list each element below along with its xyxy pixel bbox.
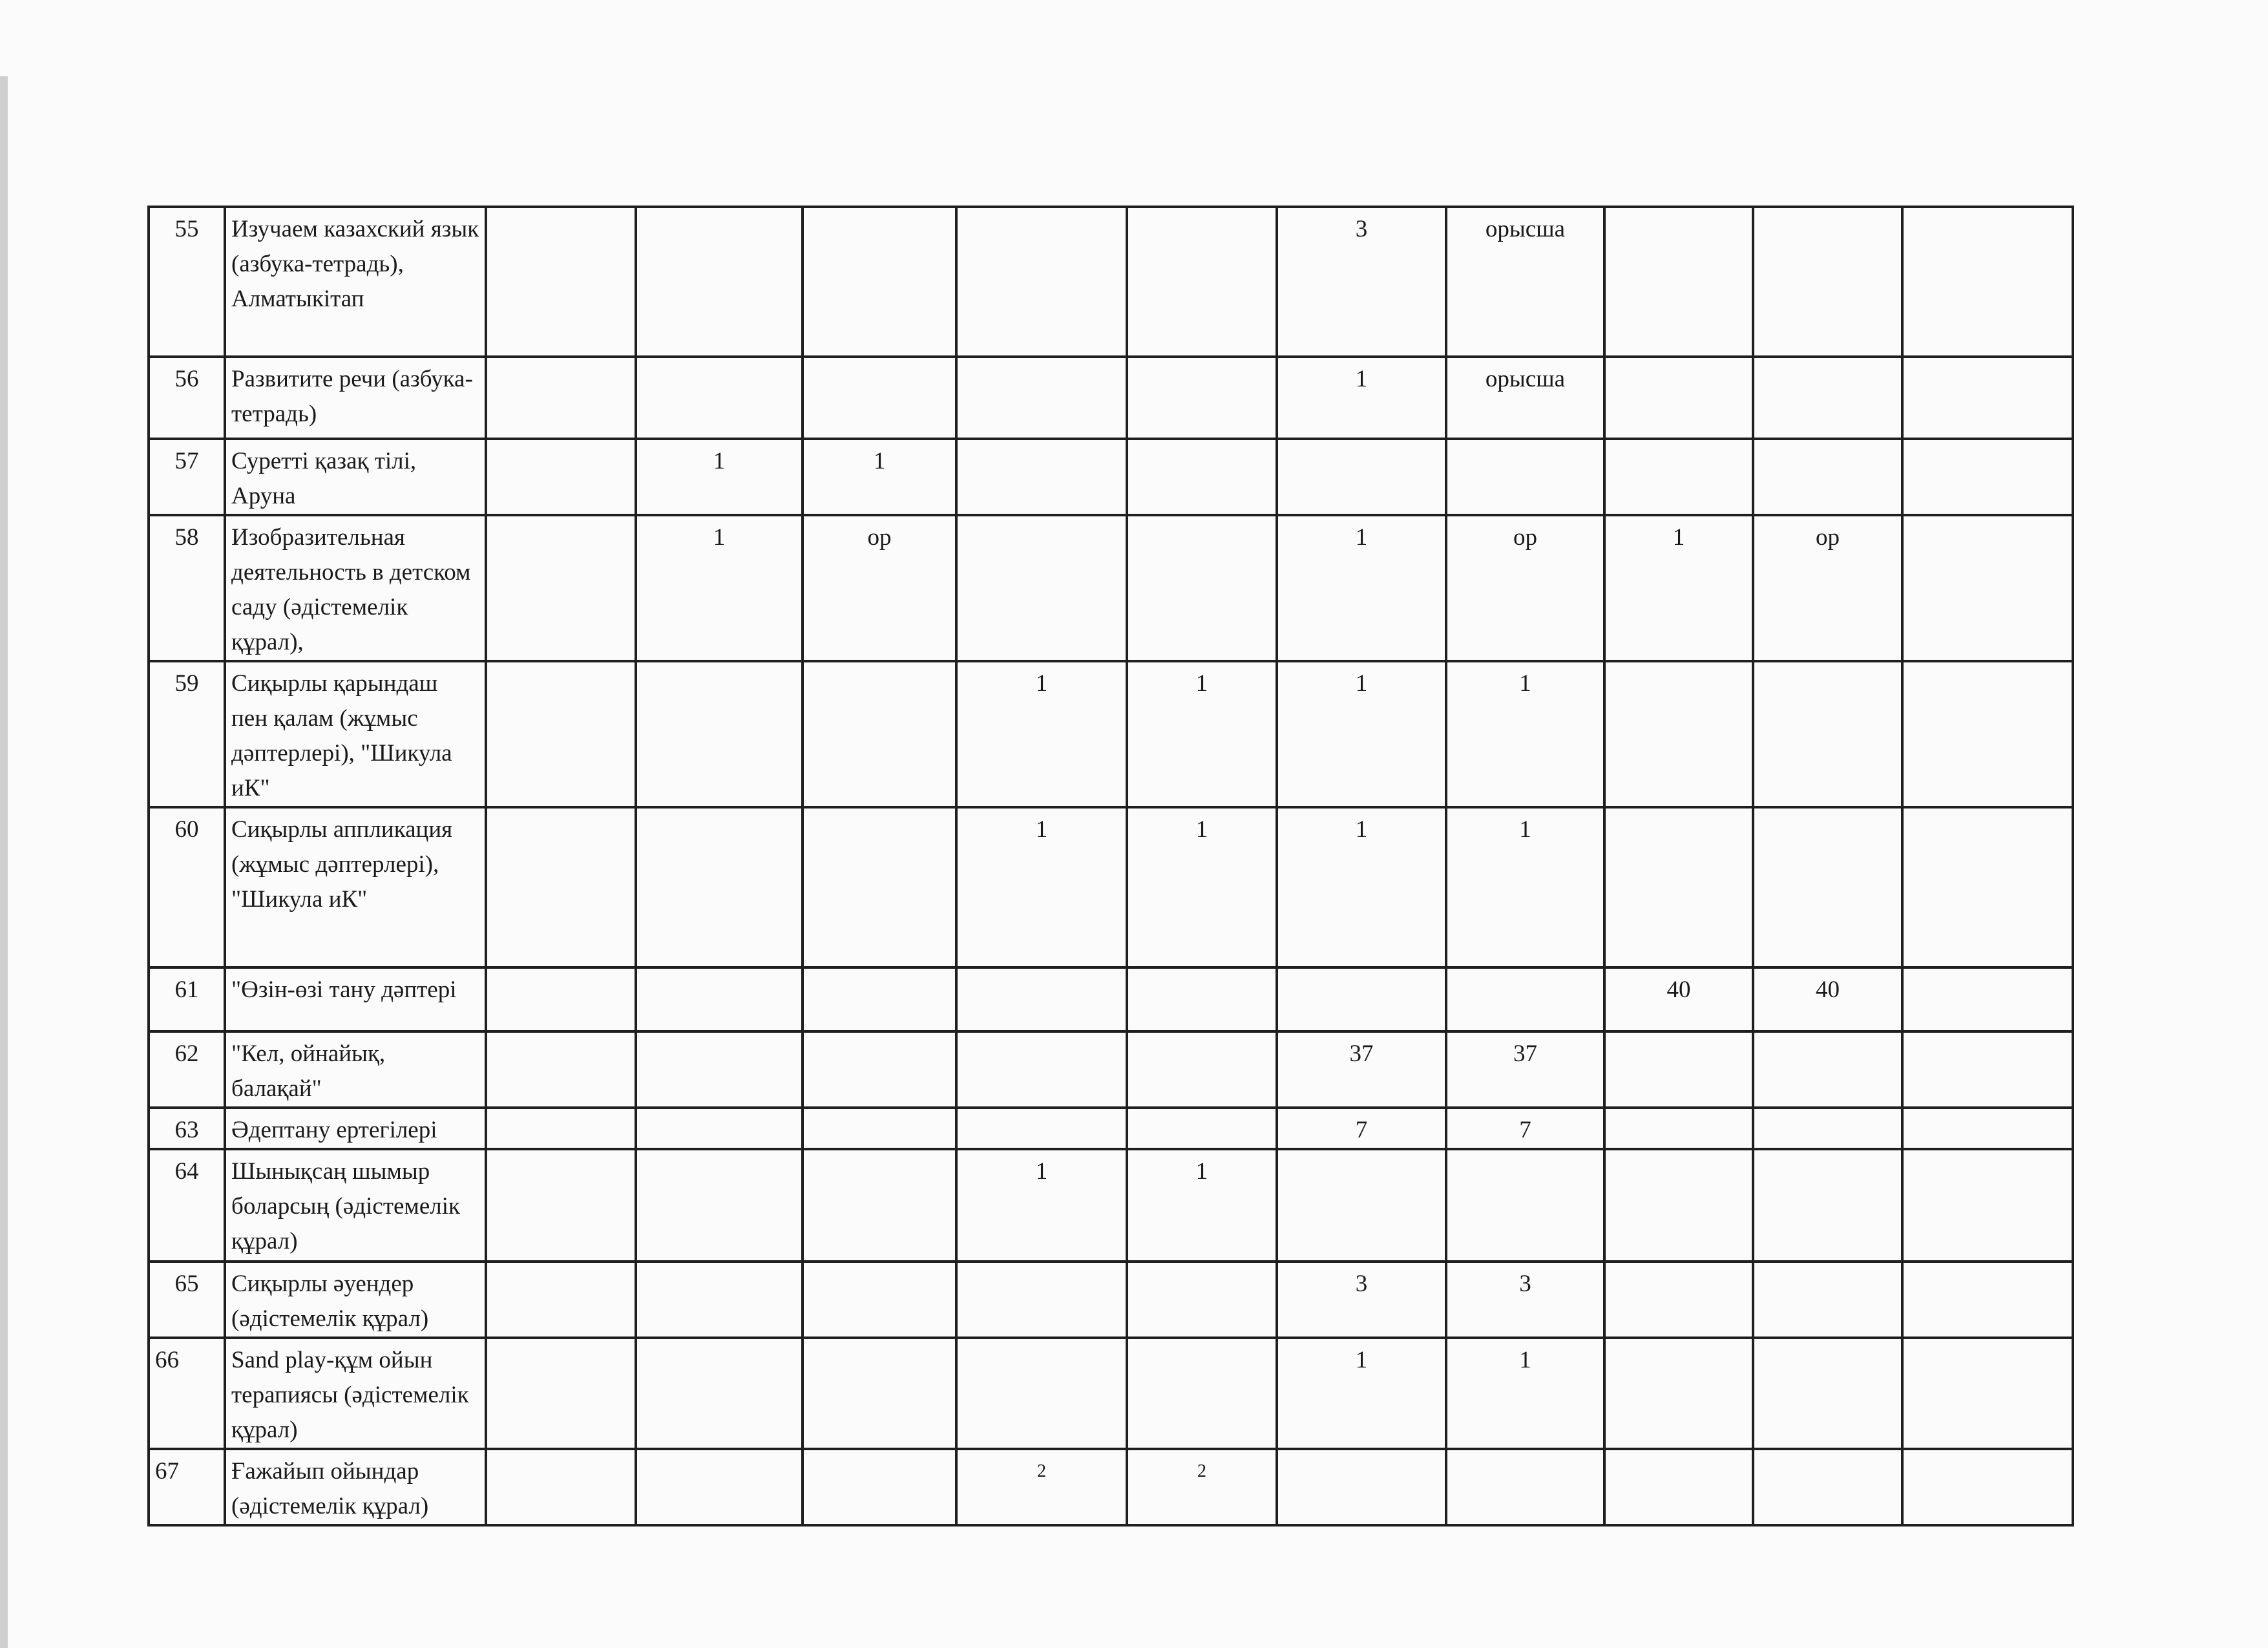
cell	[1753, 661, 1902, 807]
cell	[1127, 357, 1277, 439]
cell	[956, 1262, 1127, 1338]
cell: 1	[1446, 807, 1604, 967]
row-number: 55	[149, 207, 225, 357]
cell: 1	[1277, 515, 1446, 661]
row-number: 64	[149, 1149, 225, 1262]
cell	[486, 439, 636, 515]
cell	[486, 515, 636, 661]
cell	[1753, 1262, 1902, 1338]
cell	[636, 1149, 803, 1262]
table-row-60	[149, 807, 2073, 967]
row-number: 60	[149, 807, 225, 967]
cell	[1127, 207, 1277, 357]
cell	[1127, 1108, 1277, 1149]
cell	[956, 1338, 1127, 1449]
cell: 1	[956, 661, 1127, 807]
cell: ор	[803, 515, 956, 661]
cell	[1604, 1149, 1753, 1262]
cell	[956, 515, 1127, 661]
cell: 1	[1277, 661, 1446, 807]
cell	[1604, 807, 1753, 967]
cell	[1127, 967, 1277, 1031]
cell	[1446, 439, 1604, 515]
table-row-59	[149, 661, 2073, 807]
cell	[1753, 1149, 1902, 1262]
cell	[1753, 207, 1902, 357]
cell	[1604, 661, 1753, 807]
cell	[803, 1449, 956, 1525]
cell: орысша	[1446, 207, 1604, 357]
table-row-66	[149, 1338, 2073, 1449]
table-row-63	[149, 1108, 2073, 1149]
cell	[1902, 967, 2073, 1031]
cell: ор	[1446, 515, 1604, 661]
cell: 3	[1277, 1262, 1446, 1338]
cell	[956, 207, 1127, 357]
cell	[1902, 661, 2073, 807]
cell	[1902, 357, 2073, 439]
book-title: Ғажайып ойындар (әдістемелік құрал)	[225, 1449, 486, 1525]
cell: 40	[1604, 967, 1753, 1031]
cell	[956, 1031, 1127, 1108]
cell	[1753, 1449, 1902, 1525]
cell	[636, 967, 803, 1031]
book-title: Сиқырлы әуендер (әдістемелік құрал)	[225, 1262, 486, 1338]
cell	[636, 1338, 803, 1449]
cell: орысша	[1446, 357, 1604, 439]
cell	[636, 1262, 803, 1338]
cell	[1902, 1108, 2073, 1149]
cell	[486, 661, 636, 807]
row-number: 63	[149, 1108, 225, 1149]
cell	[803, 1031, 956, 1108]
cell	[1127, 1031, 1277, 1108]
cell	[803, 661, 956, 807]
cell	[1753, 357, 1902, 439]
cell	[1277, 439, 1446, 515]
scan-edge	[0, 76, 8, 1648]
cell	[1127, 1262, 1277, 1338]
table-row-56	[149, 357, 2073, 439]
cell	[486, 207, 636, 357]
cell	[486, 1338, 636, 1449]
row-number: 58	[149, 515, 225, 661]
cell: 3	[1277, 207, 1446, 357]
cell	[1753, 1338, 1902, 1449]
cell: 1	[1127, 1149, 1277, 1262]
cell: 1	[1277, 807, 1446, 967]
cell	[486, 807, 636, 967]
table-row-65	[149, 1262, 2073, 1338]
cell: 3	[1446, 1262, 1604, 1338]
cell	[636, 1108, 803, 1149]
table-row-64	[149, 1149, 2073, 1262]
cell	[1277, 1149, 1446, 1262]
cell: 1	[956, 1149, 1127, 1262]
cell	[636, 1449, 803, 1525]
row-number: 62	[149, 1031, 225, 1108]
cell: 1	[636, 515, 803, 661]
book-title: Изучаем казахский язык (азбука-тетрадь), Алматыкітап	[225, 207, 486, 357]
cell	[636, 357, 803, 439]
row-number: 57	[149, 439, 225, 515]
cell	[636, 807, 803, 967]
cell	[1753, 807, 1902, 967]
cell: 2	[956, 1449, 1127, 1525]
cell	[803, 807, 956, 967]
cell	[1604, 1108, 1753, 1149]
cell: 1	[1127, 807, 1277, 967]
table-row-61	[149, 967, 2073, 1031]
cell	[636, 207, 803, 357]
cell: 1	[803, 439, 956, 515]
book-title: "Кел, ойнайық, балақай"	[225, 1031, 486, 1108]
cell	[1127, 439, 1277, 515]
row-number: 59	[149, 661, 225, 807]
cell	[1604, 207, 1753, 357]
cell	[1902, 207, 2073, 357]
cell	[803, 1108, 956, 1149]
cell	[803, 1338, 956, 1449]
cell	[1446, 1449, 1604, 1525]
book-title: Әдептану ертегілері	[225, 1108, 486, 1149]
cell: 2	[1127, 1449, 1277, 1525]
cell	[803, 357, 956, 439]
cell	[1604, 1031, 1753, 1108]
cell	[1604, 1338, 1753, 1449]
cell	[1446, 967, 1604, 1031]
cell	[1902, 1338, 2073, 1449]
cell	[1902, 1149, 2073, 1262]
cell	[803, 1262, 956, 1338]
cell	[1127, 515, 1277, 661]
book-title: Суретті қазақ тілі, Аруна	[225, 439, 486, 515]
cell	[486, 1031, 636, 1108]
table-row-57	[149, 439, 2073, 515]
table-row-58	[149, 515, 2073, 661]
cell	[1604, 439, 1753, 515]
cell	[956, 439, 1127, 515]
cell: 1	[956, 807, 1127, 967]
cell: 1	[636, 439, 803, 515]
cell	[1446, 1149, 1604, 1262]
cell	[486, 967, 636, 1031]
cell	[486, 1262, 636, 1338]
cell	[1902, 515, 2073, 661]
cell	[1753, 439, 1902, 515]
cell: 40	[1753, 967, 1902, 1031]
cell: 1	[1446, 661, 1604, 807]
cell: 1	[1604, 515, 1753, 661]
cell	[486, 1149, 636, 1262]
cell	[636, 661, 803, 807]
cell: 1	[1277, 1338, 1446, 1449]
cell	[956, 967, 1127, 1031]
cell: 7	[1277, 1108, 1446, 1149]
row-number: 66	[149, 1338, 225, 1449]
cell	[1902, 1262, 2073, 1338]
cell	[1902, 807, 2073, 967]
row-number: 56	[149, 357, 225, 439]
book-title: "Өзін-өзі тану дәптері	[225, 967, 486, 1031]
book-title: Развитите речи (азбука-тетрадь)	[225, 357, 486, 439]
cell	[486, 1449, 636, 1525]
row-number: 61	[149, 967, 225, 1031]
cell	[486, 1108, 636, 1149]
cell: 7	[1446, 1108, 1604, 1149]
cell: 37	[1446, 1031, 1604, 1108]
cell	[956, 357, 1127, 439]
cell	[1902, 1449, 2073, 1525]
cell	[1604, 357, 1753, 439]
cell	[803, 1149, 956, 1262]
cell	[1902, 439, 2073, 515]
cell	[1753, 1031, 1902, 1108]
cell	[803, 967, 956, 1031]
cell	[1604, 1262, 1753, 1338]
cell	[1753, 1108, 1902, 1149]
cell	[636, 1031, 803, 1108]
cell	[1604, 1449, 1753, 1525]
book-title: Изобразительная деятельность в детском саду (әдістемелік құрал),	[225, 515, 486, 661]
cell: ор	[1753, 515, 1902, 661]
cell	[1277, 967, 1446, 1031]
cell	[956, 1108, 1127, 1149]
book-title: Sand play-құм ойын терапиясы (әдістемелік құрал)	[225, 1338, 486, 1449]
cell	[1277, 1449, 1446, 1525]
row-number: 67	[149, 1449, 225, 1525]
book-title: Шынықсаң шымыр боларсың (әдістемелік құрал)	[225, 1149, 486, 1262]
book-title: Сиқырлы қарындаш пен қалам (жұмыс дәптерлері), "Шикула иК"	[225, 661, 486, 807]
cell	[1902, 1031, 2073, 1108]
cell	[486, 357, 636, 439]
cell	[1127, 1338, 1277, 1449]
cell: 37	[1277, 1031, 1446, 1108]
table-row-67	[149, 1449, 2073, 1525]
table-row-62	[149, 1031, 2073, 1108]
cell: 1	[1127, 661, 1277, 807]
table-row-55	[149, 207, 2073, 357]
cell: 1	[1277, 357, 1446, 439]
textbook-table	[147, 206, 2074, 1527]
cell	[803, 207, 956, 357]
cell: 1	[1446, 1338, 1604, 1449]
book-title: Сиқырлы аппликация (жұмыс дәптерлері), "Шикула иК"	[225, 807, 486, 967]
row-number: 65	[149, 1262, 225, 1338]
